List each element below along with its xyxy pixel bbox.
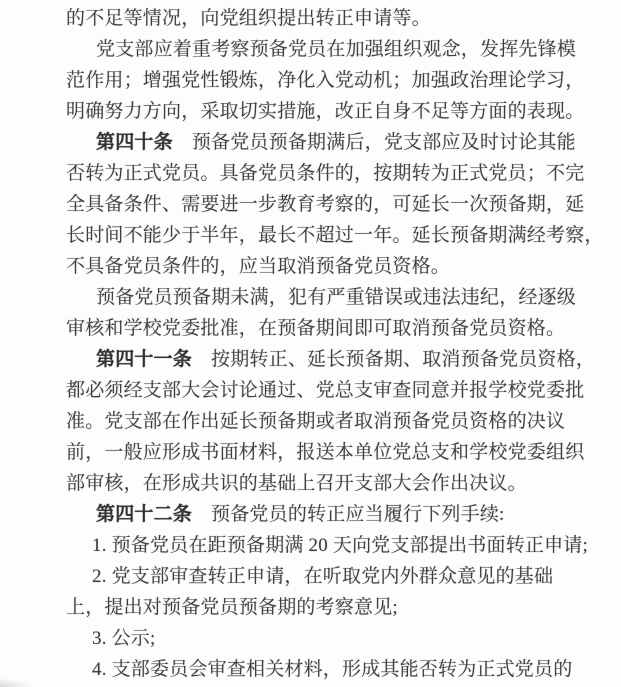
text-line: 4. 支部委员会审查相关材料，形成其能否转为正式党员的: [92, 659, 573, 680]
article-text: 预备党员的转正应当履行下列手续:: [211, 504, 505, 525]
text-line: 审核和学校党委批准，在预备期间即可取消预备党员资格。: [66, 318, 566, 339]
text-line: 全具备条件、需要进一步教育考察的，可延长一次预备期，延: [66, 194, 585, 215]
text-line: 都必须经支部大会讨论通过、党总支审查同意并报学校党委批: [66, 380, 585, 401]
text-line: 不具备党员条件的，应当取消预备党员资格。: [66, 256, 451, 277]
text-line: 准。党支部在作出延长预备期或者取消预备党员资格的决议: [66, 411, 566, 432]
text-line: 3. 公示;: [92, 628, 156, 649]
text-line: [66, 344, 596, 375]
article-number: 第四十条: [96, 132, 173, 153]
text-line: [66, 127, 576, 158]
document-text-block: [66, 3, 604, 685]
article-text: 按期转正、延长预备期、取消预备党员资格，: [211, 349, 596, 370]
text-line: 2. 党支部审查转正申请，在听取党内外群众意见的基础: [92, 566, 554, 587]
text-line: 范作用；增强党性锻炼，净化入党动机；加强政治理论学习，: [66, 70, 585, 91]
text-line: 预备党员预备期未满，犯有严重错误或违法违纪，经逐级: [96, 287, 577, 308]
text-line: 上，提出对预备党员预备期的考察意见;: [66, 597, 398, 618]
text-line: [66, 499, 558, 530]
article-number: 第四十二条: [96, 504, 193, 525]
text-line: 明确努力方向，采取切实措施，改正自身不足等方面的表现。: [66, 101, 585, 122]
scan-smudge-artifact: [0, 678, 34, 687]
text-line: 的不足等情况，向党组织提出转正申请等。: [66, 8, 431, 29]
text-line: 前，一般应形成书面材料，报送本单位党总支和学校党委组织: [66, 442, 585, 463]
text-line: 党支部应着重考察预备党员在加强组织观念，发挥先锋模: [96, 39, 577, 60]
text-line: 1. 预备党员在距预备期满 20 天向党支部提出书面转正申请;: [92, 535, 588, 556]
text-line: 部审核，在形成共识的基础上召开支部大会作出决议。: [66, 473, 527, 494]
article-text: 预备党员预备期满后，党支部应及时讨论其能: [191, 132, 576, 153]
text-line: 否转为正式党员。具备党员条件的，按期转为正式党员；不完: [66, 163, 585, 184]
text-line: 长时间不能少于半年，最长不超过一年。延长预备期满经考察，: [66, 225, 604, 246]
article-number: 第四十一条: [96, 349, 193, 370]
